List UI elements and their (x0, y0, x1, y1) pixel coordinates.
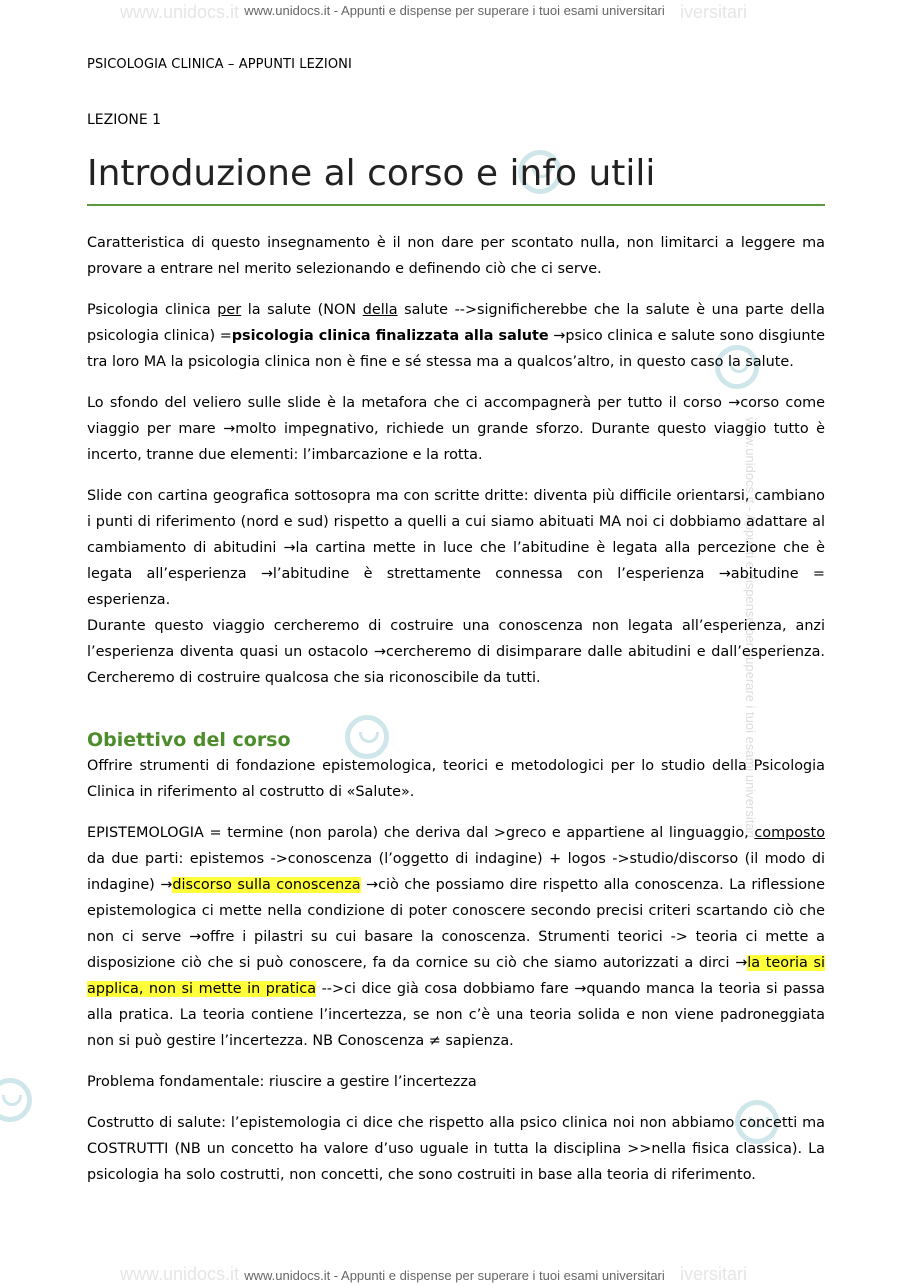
course-header: PSICOLOGIA CLINICA – APPUNTI LEZIONI (87, 57, 352, 72)
paragraph: Psicologia clinica per la salute (NON della salute -->significherebbe che la salute è una parte della psicologia clinica) =psicologia clinica finalizzata alla salute →psico clinica e salute sono disgiunte tra loro MA la psicologia clinica non è fine e sé stessa ma a qualcos’altro, in questo caso la salute. (87, 302, 825, 370)
paragraph: Caratteristica di questo insegnamento è il non dare per scontato nulla, non limitarci a leggere ma provare a entrare nel merito selezionando e definendo ciò che ci serve. (87, 235, 825, 277)
section-heading: Obiettivo del corso (87, 729, 291, 751)
document-body (87, 230, 825, 1203)
watermark-faint-bottom: www.unidocs.it (120, 1264, 240, 1284)
watermark-side-right: www.unidocs.it - Appunti e dispense per superare i tuoi esami universitari (742, 417, 758, 838)
watermark-faint-top-right: iversitari (680, 2, 748, 22)
watermark-faint-bottom-right: iversitari (680, 1264, 748, 1284)
watermark-top: www.unidocs.it - Appunti e dispense per superare i tuoi esami universitari (244, 3, 665, 18)
paragraph: Problema fondamentale: riuscire a gestire l’incertezza (87, 1074, 477, 1090)
page-title: Introduzione al corso e info utili (87, 153, 825, 206)
watermark-faint-top: www.unidocs.it (120, 2, 240, 22)
paragraph: Durante questo viaggio cercheremo di costruire una conoscenza non legata all’esperienza, anzi l’esperienza diventa quasi un ostacolo →cercheremo di disimparare dalle abitudini e dall’esperienza. Cercheremo di costruire qualcosa che sia riconoscibile da tutti. (87, 618, 825, 686)
highlight: discorso sulla conoscenza (172, 877, 361, 893)
paragraph: EPISTEMOLOGIA = termine (non parola) che deriva dal >greco e appartiene al linguaggio, composto da due parti: epistemos ->conoscenza (l’oggetto di indagine) + logos ->studio/discorso (il modo di indagine) →discorso sulla conoscenza →ciò che possiamo dire rispetto alla conoscenza. La riflessione epistemologica ci mette nella condizione di poter conoscere secondo precisi criteri scartando ciò che non ci serve →offre i pilastri su cui basare la conoscenza. Strumenti teorici -> teoria ci mette a disposizione ciò che si può conoscere, fa da cornice su ciò che siamo autorizzati a dirci →la teoria si applica, non si mette in pratica -->ci dice già cosa dobbiamo fare →quando manca la teoria si passa alla pratica. La teoria contiene l’incertezza, se non c’è una teoria solida e non viene padroneggiata non si può gestire l’incertezza. NB Conoscenza ≠ sapienza. (87, 825, 825, 1049)
paragraph: Lo sfondo del veliero sulle slide è la metafora che ci accompagnerà per tutto il corso →corso come viaggio per mare →molto impegnativo, richiede un grande sforzo. Durante questo viaggio tutto è incerto, tranne due elementi: l’imbarcazione e la rotta. (87, 395, 825, 463)
paragraph: Slide con cartina geografica sottosopra ma con scritte dritte: diventa più difficile orientarsi, cambiano i punti di riferimento (nord e sud) rispetto a quelli a cui siamo abituati MA noi ci dobbiamo adattare al cambiamento di abitudini →la cartina mette in luce che l’abitudine è legata alla percezione che è legata all’esperienza →l’abitudine è strettamente connessa con l’esperienza →abitudine = esperienza. (87, 488, 825, 608)
paragraph: Offrire strumenti di fondazione epistemologica, teorici e metodologici per lo studio della Psicologia Clinica in riferimento al costrutto di «Salute». (87, 758, 825, 800)
paragraph: Costrutto di salute: l’epistemologia ci dice che rispetto alla psico clinica noi non abbiamo concetti ma COSTRUTTI (NB un concetto ha valore d’uso uguale in tutta la disciplina >>nella fisica classica). La psicologia ha solo costrutti, non concetti, che sono costruiti in base alla teoria di riferimento. (87, 1115, 825, 1183)
watermark-bottom: www.unidocs.it - Appunti e dispense per superare i tuoi esami universitari (244, 1268, 665, 1283)
highlight: la teoria si applica, non si mette in pratica (87, 955, 825, 997)
lesson-label: LEZIONE 1 (87, 112, 162, 128)
watermark-logo-icon (0, 1078, 32, 1122)
